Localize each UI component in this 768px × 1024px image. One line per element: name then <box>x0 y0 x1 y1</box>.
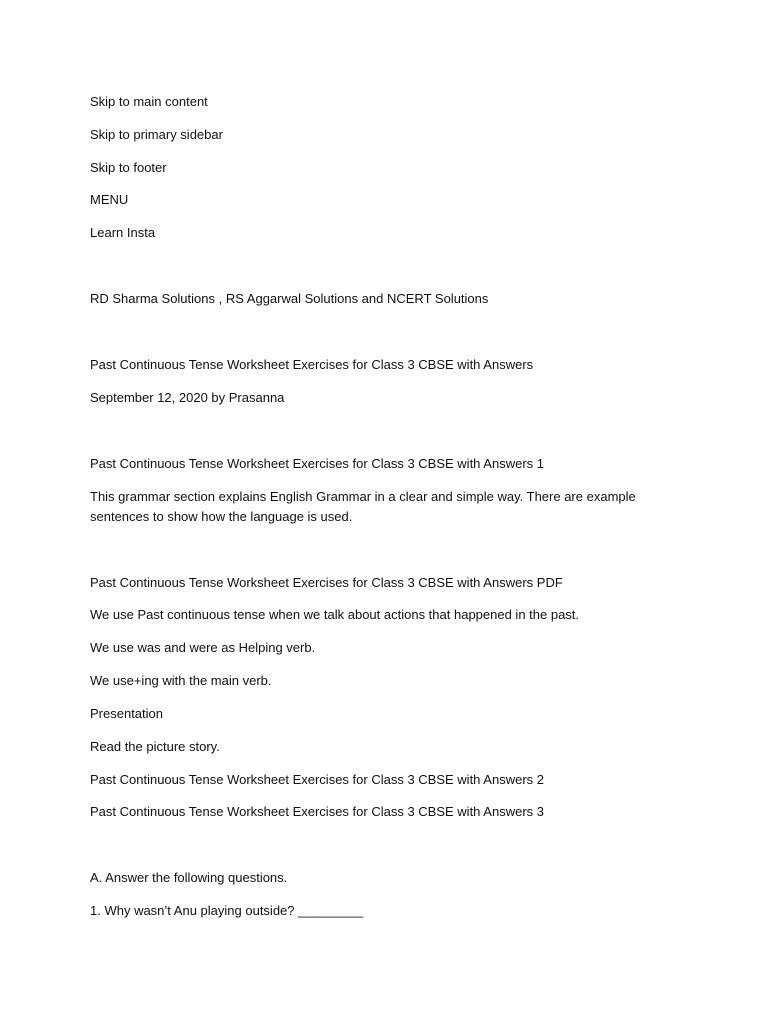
menu-toggle[interactable]: MENU <box>90 192 129 207</box>
rule-3-paragraph: We use+ing with the main verb. <box>90 673 272 688</box>
skip-to-footer-link[interactable]: Skip to footer <box>90 160 167 175</box>
site-title-link[interactable]: Learn Insta <box>90 225 156 240</box>
image-3-alt-text: Past Continuous Tense Worksheet Exercises for Class 3 CBSE with Answers 3 <box>90 804 544 819</box>
skip-to-primary-sidebar-link[interactable]: Skip to primary sidebar <box>90 127 223 142</box>
rule-1-paragraph: We use Past continuous tense when we talk about actions that happened in the past. <box>90 607 580 622</box>
pdf-heading: Past Continuous Tense Worksheet Exercises for Class 3 CBSE with Answers PDF <box>90 575 563 590</box>
article-meta: September 12, 2020 by Prasanna <box>90 390 285 405</box>
skip-to-main-content-link[interactable]: Skip to main content <box>90 94 208 109</box>
question-1: 1. Why wasn’t Anu playing outside? _________ <box>90 903 364 918</box>
presentation-heading: Presentation <box>90 706 163 721</box>
intro-paragraph: This grammar section explains English Grammar in a clear and simple way. There are example sentences to show how the language is used. <box>90 489 636 524</box>
rule-2-paragraph: We use was and were as Helping verb. <box>90 640 316 655</box>
section-a-heading: A. Answer the following questions. <box>90 870 288 885</box>
image-1-alt-text: Past Continuous Tense Worksheet Exercises for Class 3 CBSE with Answers 1 <box>90 456 544 471</box>
site-description: RD Sharma Solutions , RS Aggarwal Solutions and NCERT Solutions <box>90 291 489 306</box>
read-story-paragraph: Read the picture story. <box>90 739 220 754</box>
article-title: Past Continuous Tense Worksheet Exercises for Class 3 CBSE with Answers <box>90 357 534 372</box>
image-2-alt-text: Past Continuous Tense Worksheet Exercises for Class 3 CBSE with Answers 2 <box>90 772 544 787</box>
